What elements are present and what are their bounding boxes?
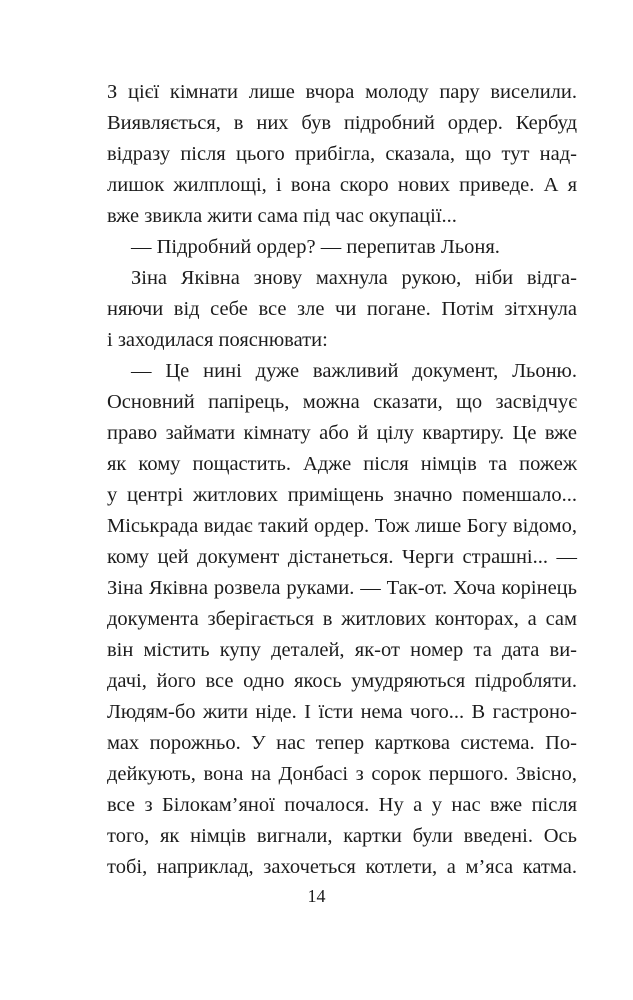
text-line: у центрі житлових приміщень значно поменшало...: [107, 484, 577, 506]
text-line: вже звикла жити сама під час окупації...: [107, 205, 457, 227]
text-line: дейкують, вона на Донбасі з сорок першого. Звісно,: [107, 763, 577, 785]
text-line: Основний папірець, можна сказати, що засвідчує: [107, 391, 577, 413]
text-line: Виявляється, в них був підробний ордер. Кербуд: [107, 112, 577, 134]
text-line: Зіна Яківна знову махнула рукою, ніби відга-: [131, 267, 577, 289]
text-line: все з Білокам’яної почалося. Ну а у нас вже після: [107, 794, 577, 816]
text-line: З цієї кімнати лише вчора молоду пару виселили.: [107, 81, 577, 103]
text-line: як кому пощастить. Адже після німців та пожеж: [107, 453, 577, 475]
text-line: Людям-бо жити ніде. І їсти нема чого... В гастроно-: [107, 701, 577, 723]
text-line: він містить купу деталей, як-от номер та дата ви-: [107, 639, 577, 661]
text-line: няючи від себе все зле чи погане. Потім зітхнула: [107, 298, 577, 320]
text-line: документа зберігається в житлових конторах, а сам: [107, 608, 577, 630]
text-line: того, як німців вигнали, картки були введені. Ось: [107, 825, 577, 847]
text-line: Міськрада видає такий ордер. Тож лише Богу відомо,: [107, 515, 577, 537]
text-line: тобі, наприклад, захочеться котлети, а м’яса катма.: [107, 856, 577, 878]
text-line: Зіна Яківна розвела руками. — Так-от. Хоча корінець: [107, 577, 577, 599]
dialogue-line: — Це нині дуже важливий документ, Льоню.: [131, 360, 577, 382]
text-line: кому цей документ дістанеться. Черги страшні... —: [107, 546, 577, 568]
text-line: право займати кімнату або й цілу квартиру. Це вже: [107, 422, 577, 444]
text-line: і заходилася пояснювати:: [107, 329, 328, 351]
text-line: відразу після цього прибігла, сказала, що тут над-: [107, 143, 577, 165]
text-line: дачі, його все одно якось умудряються підробляти.: [107, 670, 577, 692]
text-line: мах порожньо. У нас тепер карткова система. По-: [107, 732, 577, 754]
page-number: 14: [307, 886, 326, 906]
text-line: лишок жилплощі, і вона скоро нових приведе. А я: [107, 174, 577, 196]
dialogue-line: — Підробний ордер? — перепитав Льоня.: [131, 236, 500, 258]
